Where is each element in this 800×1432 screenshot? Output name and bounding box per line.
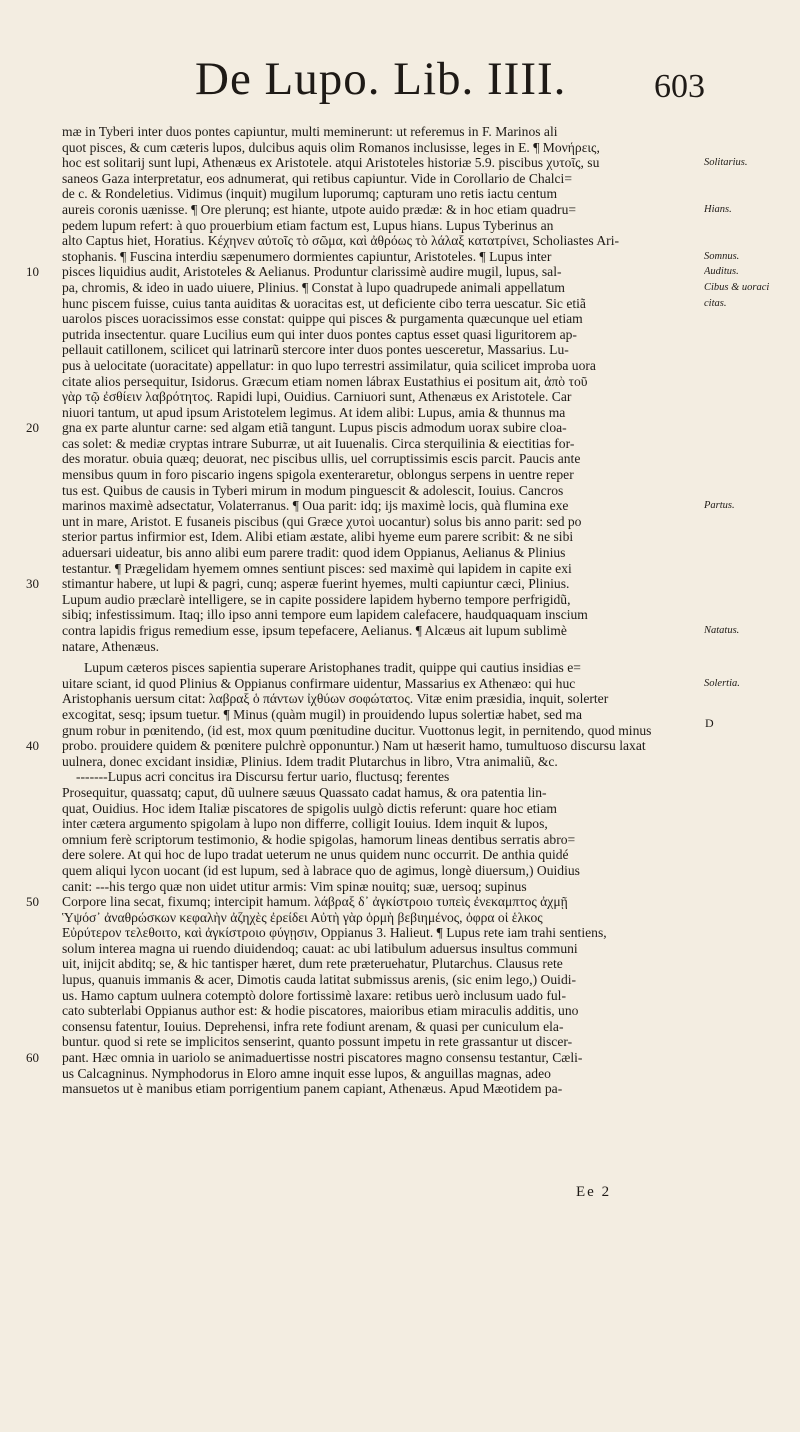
text-line: gna ex parte aluntur carne: sed algam etiã tangunt. Lupus piscis admodum uorax subire cloa- [62,420,567,436]
text-line: marinos maximè adsectatur, Volaterranus. ¶ Oua parit: idq; ijs maximè locis, quà flumina exe [62,498,569,514]
text-line: buntur. quod si rete se implicitos senserint, quanto possunt impetu in rete grassantur ut discer- [62,1034,573,1050]
text-line: Prosequitur, quassatq; caput, dũ uulnere sæuus Quassato cadat hamus, & ora patentia lin- [62,784,547,800]
text-line: canit: ---his tergo quæ non uidet utitur armis: Vim spinæ nouitq; suæ, uersoq; supinus [62,878,527,894]
text-line: putrida insectentur. quare Lucilius eum qui inter duos pontes captus esset quasi liguritorem ap- [62,326,577,342]
text-line: sibiq; infestissimum. Itaq; illo ipso anni tempore eum lapidem calefacere, haudquaquam inscium [62,607,588,623]
text-line: uulnera, donec excidant insidiæ, Plinius. Idem tradit Plutarchus in libro, Vtra animaliũ, &c. [62,753,558,769]
margin-note: Solitarius. [704,157,748,169]
text-line: Εὐρύτερον τελεθοιτο, καὶ ἀγκίστροιο φύγῃσιν, Oppianus 3. Halieut. ¶ Lupus rete iam trahi sentiens, [62,925,607,941]
text-line: aduersari uideatur, bis anno alibi eum parere tradit: quod idem Oppianus, Aelianus & Plinius [62,545,566,561]
line-number: 40 [26,738,39,754]
text-line: quem aliqui lycon uocant (id est lupum, sed à labrace quo de agimus, longè diuersum,) Ouidius [62,862,580,878]
text-line: cato subterlabi Oppianus author est: & hodie piscatores, maioribus etiam miraculis additis, uno [62,1003,579,1019]
text-line: pant. Hæc omnia in uariolo se animaduertisse nostri piscatores magno consensu testantur, Cæli- [62,1050,583,1066]
text-line: unt in mare, Aristot. E fusaneis piscibus (qui Græce χυτοὶ uocantur) solus bis anno parit: sed po [62,513,582,529]
line-number: 30 [26,576,39,592]
text-line: consensu fatentur, Iouius. Deprehensi, infra rete fodiunt arenam, & quasi per cuniculum ela- [62,1018,564,1034]
text-line: pellauit catillonem, scilicet qui latrinarũ stercore inter duos pontes uesceretur, Massarius. Lu- [62,342,569,358]
text-line: stimantur habere, ut lupi & pagri, cunq; asperæ fuerint hyemes, multi capiuntur cæci, Plinius. [62,576,570,592]
line-number: 60 [26,1050,39,1066]
text-line: gnum robur in pœnitendo, (id est, mox quum pœnitudine ducitur. Vuottonus legit, in pernitendo, quod minus [62,722,652,738]
text-line: omnium ferè scriptorum testimonio, & hodie spigolas, hamorum lineas dentibus serratis abro= [62,831,576,847]
text-line: Corpore lina secat, fixumq; intercipit hamum. λάβραξ δ᾽ ἀγκίστροιο τυπεὶς ἐνεκαμπτος ἀχμῇ [62,894,568,910]
text-line: contra lapidis frigus remedium esse, ipsum tepefacere, Aelianus. ¶ Alcæus ait lupum sublimè [62,623,567,638]
text-line: mensibus quum in foro piscario ingens spigola exenteraretur, oblongus serpens in uentre reper [62,467,574,483]
body-text [62,124,700,1097]
line-number: 10 [26,264,39,280]
text-line: mæ in Tyberi inter duos pontes capiuntur, multi meminerunt: ut referemus in F. Marinos ali [62,124,558,139]
margin-note: citas. [704,297,727,309]
text-line: -------Lupus acri concitus ira Discursu fertur uario, fluctusq; ferentes [76,769,450,785]
text-line: solum interea magna ui ruendo diuidendoq; cauat: ac ubi latibulum aduersus insultus communi [62,940,578,956]
text-line: uarolos pisces uoracissimos esse constat: quippe qui pisces & purgamenta quæcunque uel etiam [62,311,583,327]
line-number: 50 [26,894,39,910]
page-number: 603 [654,68,705,105]
text-line: pus à uelocitate (uoracitate) appellatur: in quo lupo terrestri assimilatur, quia scilicet improba uora [62,357,596,373]
text-line: us Calcagninus. Nymphodorus in Eloro amne inquit esse lupos, & anguillas magnas, adeo [62,1065,551,1081]
line-number: 20 [26,420,39,436]
margin-note: Natatus. [704,625,740,637]
text-line: stophanis. ¶ Fuscina interdiu sæpenumero dormientes capiuntur, Aristoteles. ¶ Lupus inter [62,248,552,264]
text-line: pedem lupum refert: à quo prouerbium etiam factum est, Lupus hians. Lupus Tyberinus an [62,217,554,233]
text-line: hunc piscem fuisse, cuius tanta auiditas & uoracitas est, ut deficiente cibo terra uescatur. Sic etiã [62,295,586,311]
text-line: citate alios persequitur, Isidorus. Græcum etiam nomen lábrax Eustathius ei positum ait, ἀπὸ τοῦ [62,373,588,389]
text-line: alto Captus hiet, Horatius. Κέχηνεν αὐτοῖς τὸ σῶμα, καὶ ἀθρόως τὸ λάλαξ κατατρίνει, Scholiastes Ari- [62,233,619,249]
text-line: uitare sciant, id quod Plinius & Oppianus confirmare uidentur, Massarius ex Athenæo: qui huc [62,675,576,691]
text-line: des moratur. obuia quæq; deuorat, nec piscibus ullis, uel corruptissimis escis parcit. Paucis ante [62,451,581,467]
text-line: Lupum audio præclarè intelligere, se in capite possidere lapidem hyberno tempore perfrigidũ, [62,591,571,607]
text-line: Aristophanis uersum citat: λαβραξ ὁ πάντων ἰχθύων σοφώτατος. Vitæ enim præsidia, inquit, solerter [62,691,609,707]
text-line: saneos Gaza interpretatur, eos adnumerat, qui retibus capiuntur. Vide in Corollario de Chalci= [62,170,573,186]
text-line: pisces liquidius audit, Aristoteles & Aelianus. Produntur clarissimè audire mugil, lupus, sal- [62,264,562,280]
text-line: us. Hamo captum uulnera cotemptò dolore fortissimè laxare: retibus uerò inclusum uado ful- [62,987,566,1003]
margin-note: Somnus. [704,250,740,262]
text-line: aureis coronis uænisse. ¶ Ore plerunq; est hiante, utpote auido prædæ: & in hoc etiam quadru= [62,201,577,217]
text-line: Ὑψόσ᾽ ἀναθρώσκων κεφαλὴν ἀζηχὲς ἐρείδει Αὐτὴ γὰρ ὁρμὴ βεβιημένος, ὀφρα οἱ ἑλκος [62,909,543,925]
text-line: niuori tantum, ut apud ipsum Aristotelem legimus. At idem alibi: Lupus, amia & thunnus ma [62,404,566,420]
running-title: De Lupo. Lib. IIII. [195,53,567,105]
margin-note: Hians. [704,204,732,215]
text-line: Lupum cæteros pisces sapientia superare Aristophanes tradit, quippe qui cautius insidias e= [84,660,581,676]
margin-note: Auditus. [704,266,739,278]
text-line: inter cætera argumento spigolam à lupo non differre, colligit Iouius. Idem inquit & lupos, [62,816,548,832]
text-line: cas solet: & mediæ cryptas intrare Suburræ, ut ait Iuuenalis. Circa sterquilinia & eiectitias for- [62,435,575,451]
text-line: natare, Athenæus. [62,638,160,654]
signature-mark: Ee 2 [576,1184,612,1200]
text-line: hoc est solitarij sunt lupi, Athenæus ex Aristotele. atqui Aristoteles historiæ 5.9. piscibus χυτοῖς, su [62,155,600,171]
page-header [195,52,705,116]
text-line: pa, chromis, & ideo in uado uiuere, Plinius. ¶ Constat à lupo quadrupede animali appellatum [62,279,565,295]
text-line: probo. prouidere quidem & pœnitere pulchrè opponuntur.) Nam ut hæserit hamo, tumultuoso discursu laxat [62,738,646,754]
text-line: mansuetos ut è manibus etiam porrigentium panem capiant, Athenæus. Apud Mæotidem pa- [62,1081,563,1097]
text-line: γὰρ τῷ ἐσθίειν λαβρότητος. Rapidi lupi, Ouidius. Carniuori sunt, Athenæus ex Aristotele. Car [62,389,572,405]
text-line: de c. & Rondeletius. Vidimus (inquit) mugilum luporumq; capturam uno retis iactu centum [62,186,558,202]
text-line: quat, Ouidius. Hoc idem Italiæ piscatores de spigolis uulgò dictis referunt: quare hoc etiam [62,800,557,816]
margin-note: Partus. [704,500,735,512]
margin-note: Solertia. [704,678,740,689]
text-line: uit, inijcit abditq; se, & hic tantisper hæret, dum rete præteruehatur, Plutarchus. Clausus rete [62,956,563,972]
text-line: excogitat, sesq; ipsum tuetur. ¶ Minus (quàm mugil) in prouidendo lupus solertiæ habet, sed ma [62,706,583,722]
text-line: lupus, quanuis immanis & acer, Dimotis cauda latitat submissus arenis, (sic enim lego,) Ouidi- [62,972,577,988]
text-line: dere solere. At qui hoc de lupo tradat ueterum ne unus quidem nunc occurrit. De anthia quidé [62,847,569,863]
text-line: testantur. ¶ Prægelidam hyemem omnes sentiunt pisces: sed maximè qui lapidem in capite exi [62,560,572,576]
margin-note: Cibus & uoraci [704,282,770,293]
section-marker: D [705,716,714,730]
text-line: sterior partus infirmior est, Idem. Alibi etiam æstate, alibi hyeme eum parere scribit: & ne sibi [62,529,574,545]
text-line: tus est. Quibus de causis in Tyberi mirum in modum pinguescit & adolescit, Iouius. Cancros [62,482,564,498]
text-line: quot pisces, & cum cæteris lupos, dulcibus aquis olim Romanos inclusisse, leges in E. ¶ Μονήρεις, [62,139,600,155]
